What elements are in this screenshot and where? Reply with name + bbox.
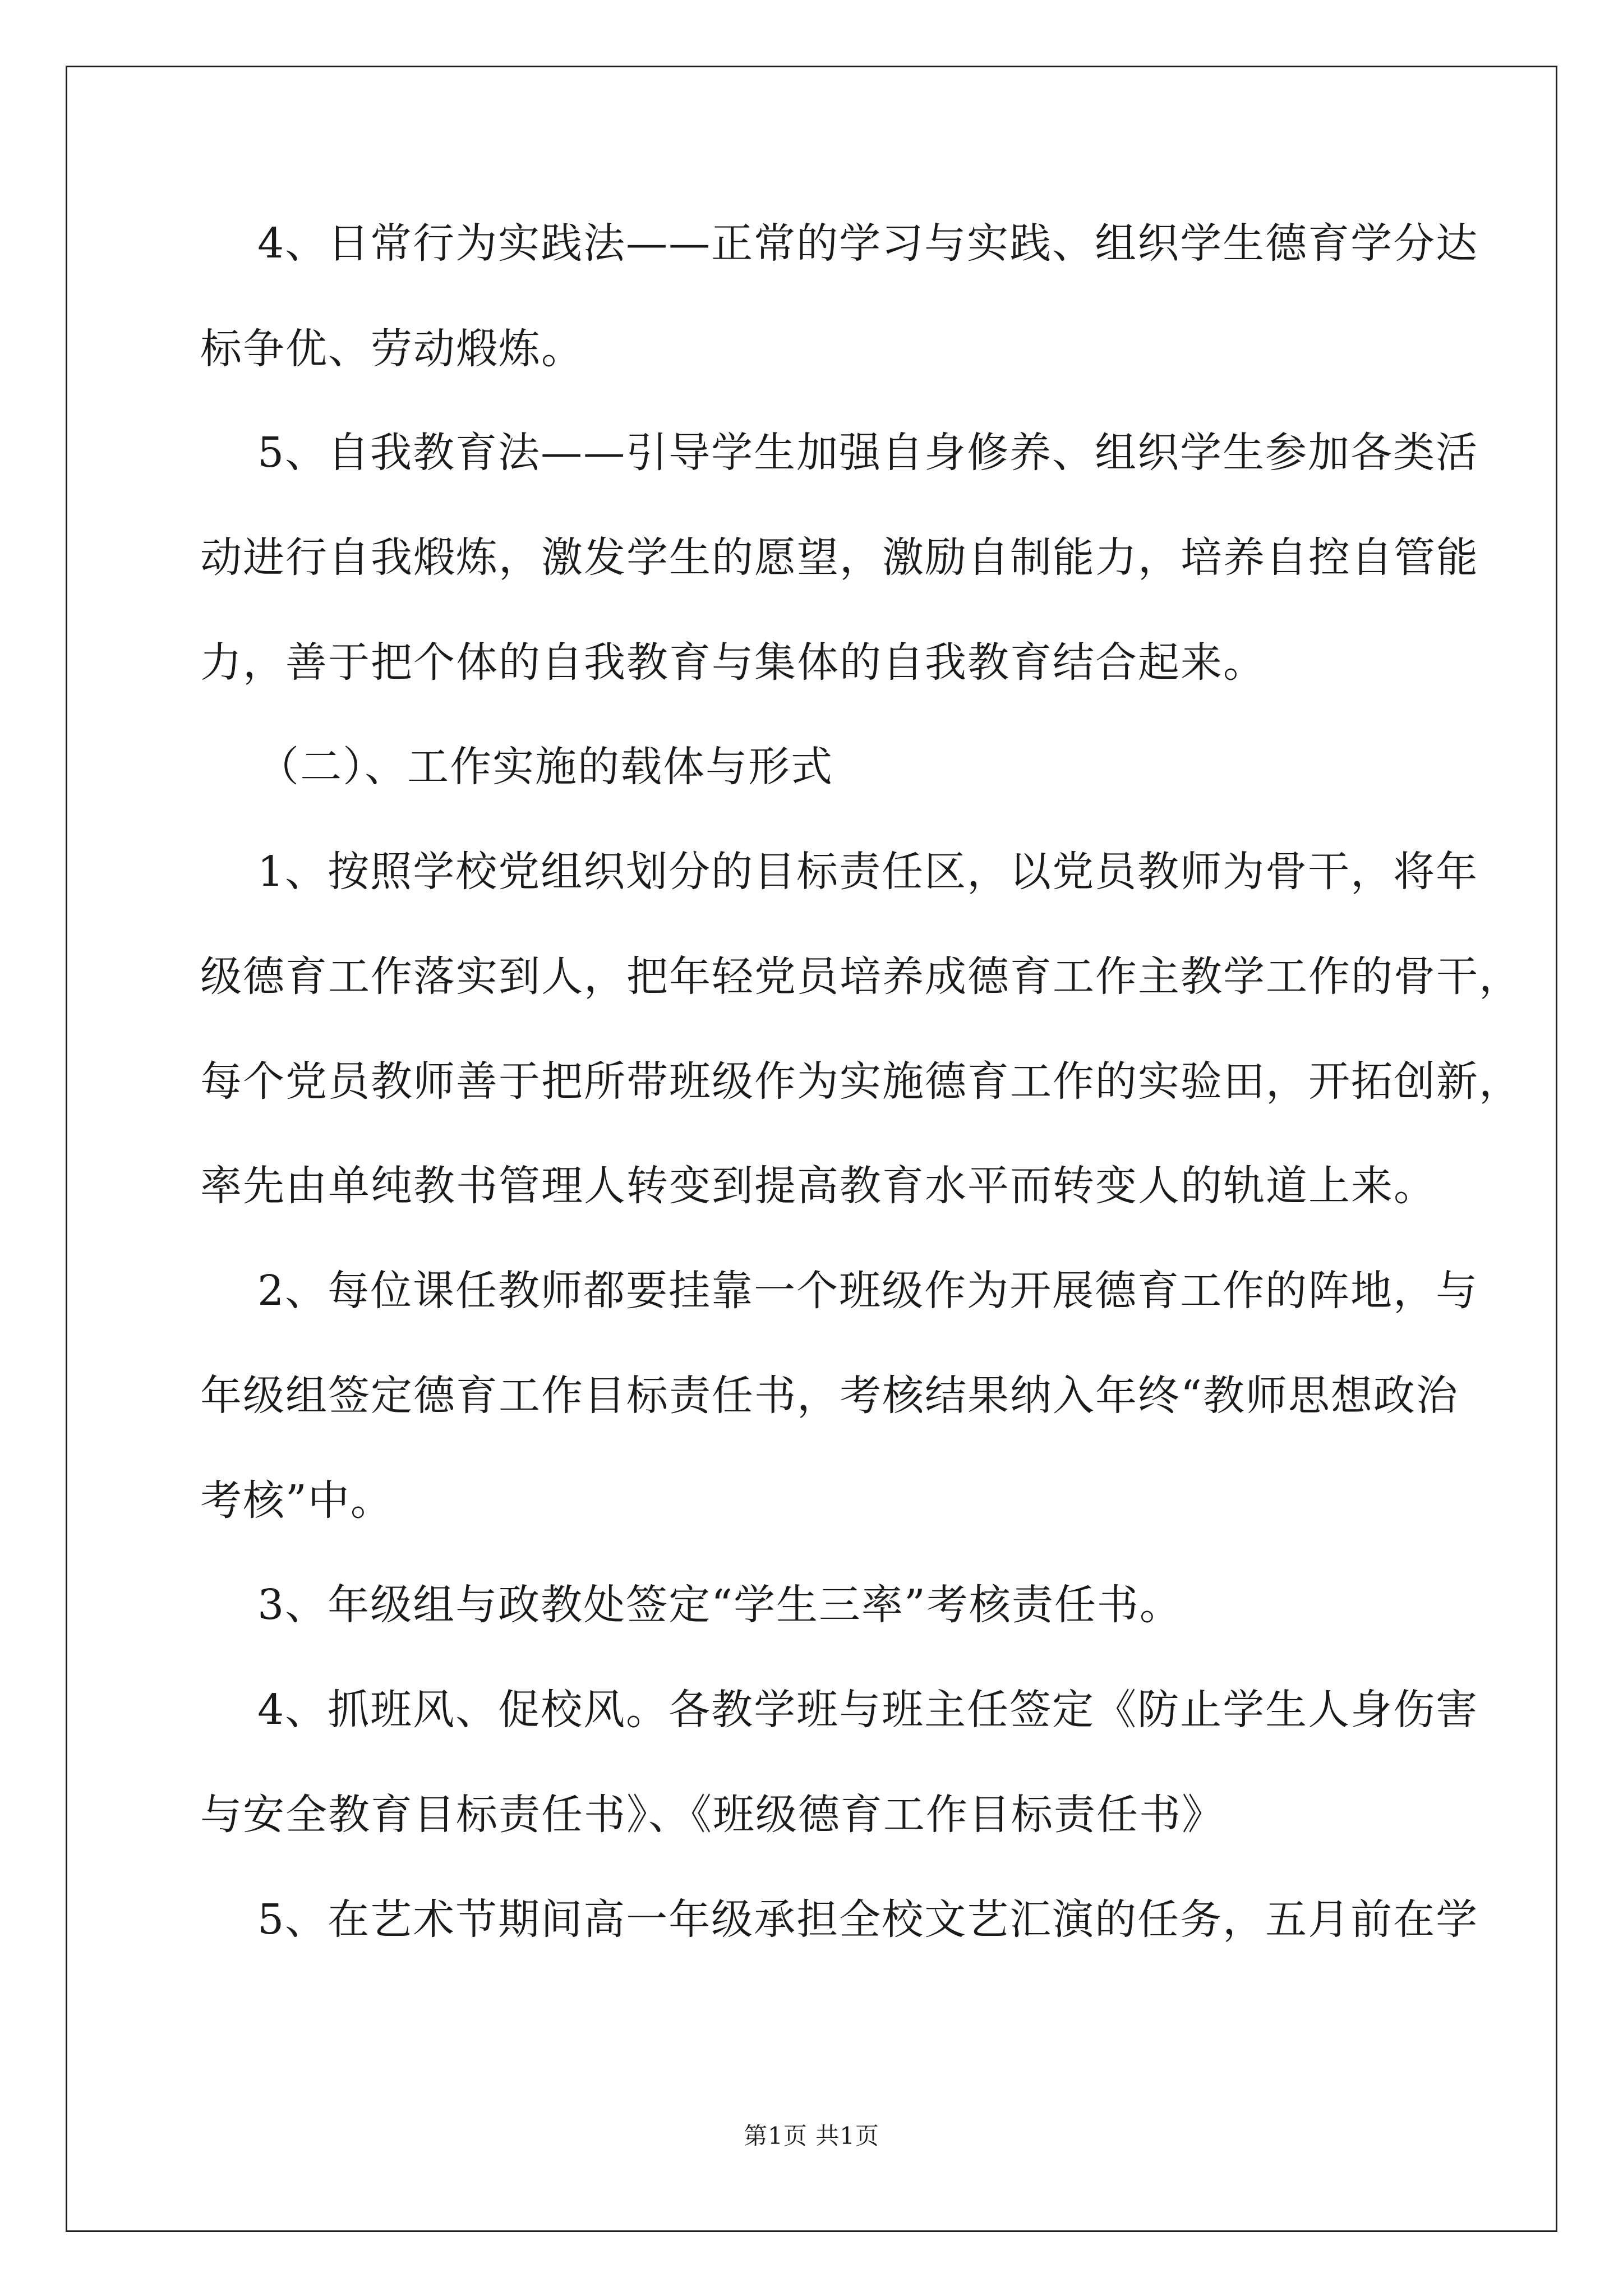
text-line: 5、在艺术节期间高一年级承担全校文艺汇演的任务，五月前在学 <box>200 1895 1479 1944</box>
section-heading: （二）、工作实施的载体与形式 <box>200 743 834 791</box>
text-line: 4、日常行为实践法——正常的学习与实践、组织学生德育学分达 <box>200 219 1479 268</box>
text-line: 动进行自我煅炼，激发学生的愿望，激励自制能力，培养自控自管能 <box>200 533 1479 582</box>
text-line: 3、年级组与政教处签定“学生三率”考核责任书。 <box>200 1581 1182 1629</box>
text-line: 5、自我教育法——引导学生加强自身修养、组织学生参加各类活 <box>200 429 1479 477</box>
text-line: 率先由单纯教书管理人转变到提高教育水平而转变人的轨道上来。 <box>200 1162 1436 1210</box>
text-line: 年级组签定德育工作目标责任书，考核结果纳入年终“教师思想政治 <box>200 1372 1459 1420</box>
text-line: 2、每位课任教师都要挂靠一个班级作为开展德育工作的阵地，与 <box>200 1267 1479 1315</box>
text-line: 考核”中。 <box>200 1476 393 1525</box>
text-line: 1、按照学校党组织划分的目标责任区，以党员教师为骨干，将年 <box>200 848 1479 896</box>
text-line: 4、抓班风、促校风。各教学班与班主任签定《防止学生人身伤害 <box>200 1686 1479 1734</box>
text-line: 级德育工作落实到人，把年轻党员培养成德育工作主教学工作的骨干， <box>200 953 1521 1001</box>
text-line: 每个党员教师善于把所带班级作为实施德育工作的实验田，开拓创新， <box>200 1057 1521 1106</box>
text-line: 与安全教育目标责任书》、《班级德育工作目标责任书》 <box>200 1791 1224 1839</box>
text-line: 标争优、劳动煅炼。 <box>200 325 584 373</box>
page-number-footer: 第1页 共1页 <box>744 2122 879 2150</box>
text-line: 力，善于把个体的自我教育与集体的自我教育结合起来。 <box>200 638 1266 687</box>
